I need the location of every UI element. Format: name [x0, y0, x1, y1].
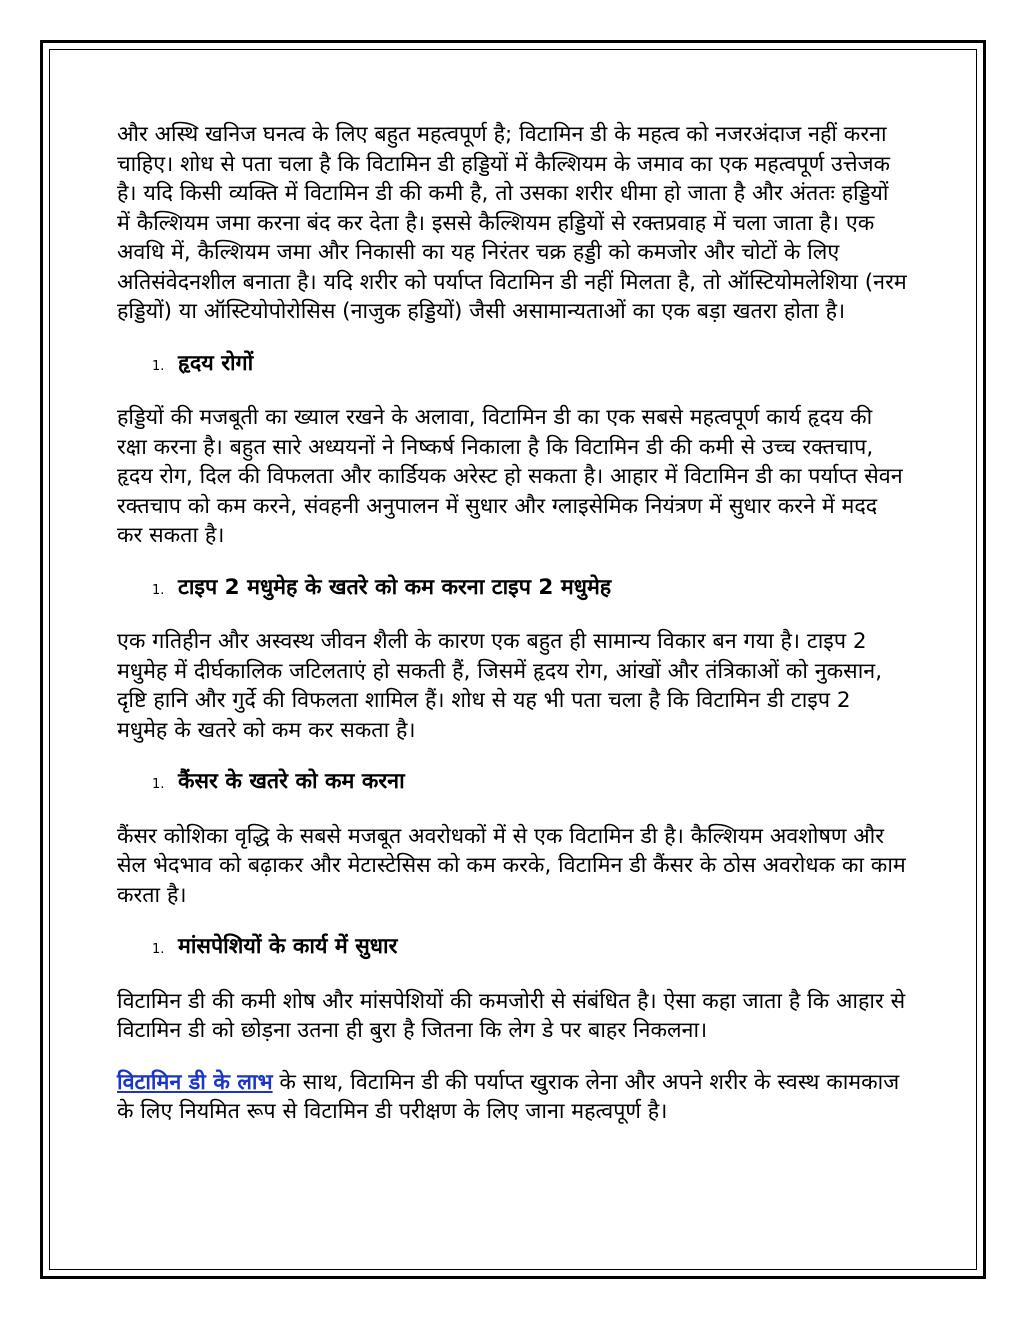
paragraph-heart: हड्डियों की मजबूती का ख्याल रखने के अलावा, विटामिन डी का एक सबसे महत्वपूर्ण कार्य हृदय की रक्षा करना है। बहुत सारे अध्ययनों ने निष्कर्ष निकाला है कि विटामिन डी की कमी से उच्च रक्तचाप, हृदय रोग, दिल की विफलता और कार्डियक अरेस्ट हो सकता है। आहार में विटामिन डी का पर्याप्त सेवन रक्तचाप को कम करने, संवहनी अनुपालन में सुधार और ग्लाइसेमिक नियंत्रण में सुधार करने में मदद कर सकता है।: [117, 405, 903, 548]
heading-text: टाइप 2 मधुमेह के खतरे को कम करना टाइप 2 मधुमेह: [178, 574, 612, 600]
heading-cancer: [117, 767, 907, 800]
paragraph-cancer: कैंसर कोशिका वृद्धि के सबसे मजबूत अवरोधकों में से एक विटामिन डी है। कैल्शियम अवशोषण और सेल भेदभाव को बढ़ाकर और मेटास्टेसिस को कम करके, विटामिन डी कैंसर के ठोस अवरोधक का काम करता है।: [117, 823, 906, 908]
paragraph-diabetes: एक गतिहीन और अस्वस्थ जीवन शैली के कारण एक बहुत ही सामान्य विकार बन गया है। टाइप 2 मधुमेह में दीर्घकालिक जटिलताएं हो सकती हैं, जिसमें हृदय रोग, आंखों और तंत्रिकाओं को नुकसान, दृष्टि हानि और गुर्दे की विफलता शामिल हैं। शोध से यह भी पता चला है कि विटामिन डी टाइप 2 मधुमेह के खतरे को कम कर सकता है।: [117, 629, 883, 743]
heading-heart-disease: [117, 349, 907, 382]
heading-text: मांसपेशियों के कार्य में सुधार: [178, 934, 398, 959]
document-body: [117, 120, 907, 1149]
heading-text: कैंसर के खतरे को कम करना: [178, 769, 405, 794]
list-number: 1.: [152, 582, 165, 598]
list-number: 1.: [152, 777, 165, 792]
paragraph-conclusion: [117, 1068, 907, 1127]
vitamin-d-benefits-link[interactable]: विटामिन डी के लाभ: [117, 1069, 273, 1095]
list-number: 1.: [152, 358, 165, 374]
paragraph-bone-density: और अस्थि खनिज घनत्व के लिए बहुत महत्वपूर्ण है; विटामिन डी के महत्व को नजरअंदाज नहीं करना चाहिए। शोध से पता चला है कि विटामिन डी हड्डियों में कैल्शियम के जमाव का एक महत्वपूर्ण उत्तेजक है। यदि किसी व्यक्ति में विटामिन डी की कमी है, तो उसका शरीर धीमा हो जाता है और अंततः हड्डियों में कैल्शियम जमा करना बंद कर देता है। इससे कैल्शियम हड्डियों से रक्तप्रवाह में चला जाता है। एक अवधि में, कैल्शियम जमा और निकासी का यह निरंतर चक्र हड्डी को कमजोर और चोटों के लिए अतिसंवेदनशील बनाता है। यदि शरीर को पर्याप्त विटामिन डी नहीं मिलता है, तो ऑस्टियोमलेशिया (नरम हड्डियों) या ऑस्टियोपोरोसिस (नाजुक हड्डियों) जैसी असामान्यताओं का एक बड़ा खतरा होता है।: [117, 122, 907, 324]
paragraph-muscle: विटामिन डी की कमी शोष और मांसपेशियों की कमजोरी से संबंधित है। ऐसा कहा जाता है कि आहार से विटामिन डी को छोड़ना उतना ही बुरा है जितना कि लेग डे पर बाहर निकलना।: [117, 988, 906, 1043]
heading-text: हृदय रोगों: [178, 350, 254, 376]
list-number: 1.: [152, 942, 165, 957]
heading-diabetes: [117, 573, 907, 606]
conclusion-text: के साथ, विटामिन डी की पर्याप्त खुराक लेना और अपने शरीर के स्वस्थ कामकाज के लिए नियमित रूप से विटामिन डी परीक्षण के लिए जाना महत्वपूर्ण है।: [117, 1069, 900, 1124]
heading-muscle: [117, 932, 907, 965]
